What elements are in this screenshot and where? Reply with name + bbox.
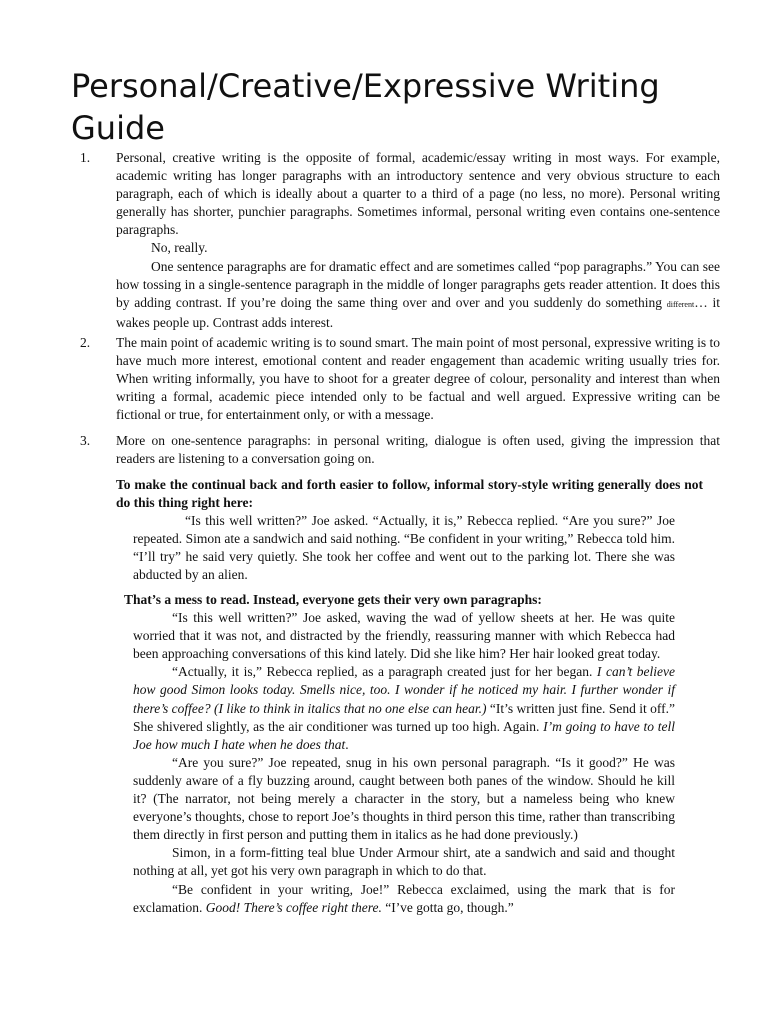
dialogue-block: “Is this well written?” Joe asked. “Actually, it is,” Rebecca replied. “Are you sure?” Joe repeated. Simon ate a sandwich and said nothing. “Be confident in your writing,” Rebecca told him. “I’ll try” he said very quietly. She took her coffee and went out to the parking lot. There she was abducted by an alien. — [133, 513, 675, 583]
italic-thought: Good! There’s coffee right there. — [205, 899, 382, 915]
good-example-section — [124, 591, 675, 917]
simon-paragraph: Simon, in a form-fitting teal blue Under Armour shirt, ate a sandwich and said and thought nothing at all, yet got his very own paragraph in which to do that. — [133, 845, 675, 879]
list-number: 2. — [80, 335, 91, 350]
list-item-1 — [77, 149, 720, 332]
list-item-text — [116, 149, 720, 332]
small-text: different — [666, 299, 695, 309]
rebecca-paragraph — [133, 881, 675, 917]
text-run: One sentence paragraphs are for dramatic effect and are sometimes called “pop paragraphs.” You can see how tossing in a single-sentence paragraph in the middle of longer paragraphs gets reader attention. It does this by adding contrast. If you’re doing the same thing over and over and you suddenly do something — [116, 258, 720, 310]
dialogue-paragraphs — [133, 609, 675, 917]
italic-thought: I’m going to have to tell Joe how much I hate when he does that — [133, 718, 675, 752]
page-title: Personal/Creative/Expressive Writing Guide — [71, 67, 660, 147]
italic-thought: I can’t believe how good Simon looks today. Smells nice, too. I wonder if he noticed my hair. I further wonder if there’s coffee? (I like to think in italics that no one else can hear.) — [133, 664, 675, 716]
text-run: … it wakes people up. Contrast adds interest. — [116, 294, 720, 330]
paragraph: More on one-sentence paragraphs: in personal writing, dialogue is often used, giving the impression that readers are listening to a conversation going on. — [116, 433, 720, 467]
text-run: “Be confident in your writing, Joe!” Rebecca exclaimed, using the mark that is for exclamation. — [133, 881, 675, 915]
rebecca-paragraph — [133, 663, 675, 753]
text-run: . — [345, 736, 349, 752]
list-item-text — [116, 334, 720, 424]
section-heading: To make the continual back and forth easier to follow, informal story-style writing generally does not do this thing right here: — [116, 477, 703, 511]
section-heading: That’s a mess to read. Instead, everyone gets their very own paragraphs: — [124, 592, 542, 607]
text-run: “It’s written just fine. Send it off.” She shivered slightly, as the air conditioner was turned up too high. Again. — [133, 700, 675, 734]
joe-paragraph: “Is this well written?” Joe asked, waving the wad of yellow sheets at her. He was quite worried that it was not, and distracted by the friendly, reassuring manner with which Rebecca had been approaching conversations of this kind lately. Did she like him? Her hair looked great today. — [133, 610, 675, 662]
list-number: 3. — [80, 433, 91, 448]
text-run: “Actually, it is,” Rebecca replied, as a paragraph created just for her began. — [172, 664, 597, 680]
paragraph: Personal, creative writing is the opposite of formal, academic/essay writing in most ways. For example, academic writing has longer paragraphs with an introductory sentence and very obvious structure to each paragraph, each of which is ideally about a quarter to a third of a page (no less, no more). Personal writing generally has shorter, punchier paragraphs. Sometimes informal, personal writing even contains one-sentence paragraphs. — [116, 150, 720, 238]
text-run: “I’ve gotta go, though.” — [381, 899, 514, 915]
list-number: 1. — [80, 150, 91, 165]
paragraph: The main point of academic writing is to sound smart. The main point of most personal, expressive writing is to have much more interest, emotional content and reader engagement than academic writing usually tries for. When writing informally, you have to shoot for a greater degree of colour, personality and interest than when writing a formal, academic piece intended only to be factual and well argued. Expressive writing can be fictional or true, for entertainment only, or with a message. — [116, 335, 720, 423]
list-item-text — [116, 432, 720, 468]
bad-example-section — [116, 476, 703, 585]
pop-paragraph: No, really. — [151, 240, 208, 256]
paragraph — [116, 258, 720, 332]
joe-paragraph: “Are you sure?” Joe repeated, snug in his own personal paragraph. “Is it good?” He was suddenly aware of a fly buzzing around, caught between both panes of the window. Should he kill it? (The narrator, not being merely a character in the story, but a nameless being who knew everyone’s thoughts, chose to report Joe’s thoughts in third person this time, rather than transcribing them directly in first person and putting them in italics as he had done previously.) — [133, 754, 675, 843]
list-item-2 — [77, 334, 720, 424]
list-item-3 — [77, 432, 720, 468]
